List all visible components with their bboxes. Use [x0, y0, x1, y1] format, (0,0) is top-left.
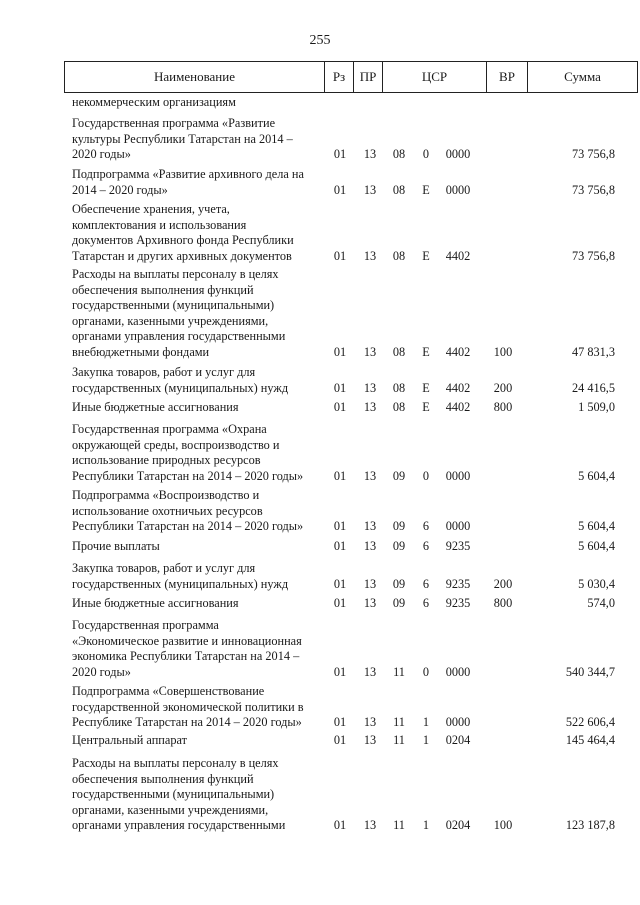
- cell-c3: 9235: [445, 596, 471, 610]
- column-header-sum: Сумма: [564, 69, 601, 84]
- column-header-csr: ЦСР: [383, 62, 487, 92]
- cell-rz: 01: [333, 818, 347, 833]
- cell-sum: 24 416,5: [571, 380, 615, 395]
- cell-sum: 5 604,4: [578, 468, 615, 483]
- cell-c1: 08: [392, 345, 406, 359]
- cell-c1: 11: [393, 664, 405, 679]
- row-name-line: Государственная программа «Охрана: [72, 422, 267, 436]
- cell-c2: Е: [422, 380, 430, 395]
- cell-rz: 01: [333, 664, 347, 679]
- row-name-line: государственными (муниципальными): [72, 298, 275, 313]
- cell-c2: 6: [422, 596, 430, 610]
- cell-rz: 01: [333, 147, 347, 162]
- cell-pr: 13: [363, 664, 377, 679]
- row-name: [72, 422, 320, 484]
- row-name: [72, 756, 320, 834]
- cell-rz: 01: [333, 596, 347, 610]
- row-name-line: внебюджетными фондами: [72, 344, 210, 359]
- row-name-line: Республике Татарстан на 2014 – 2020 годы»: [72, 715, 302, 730]
- row-name-line: Закупка товаров, работ и услуг для: [72, 365, 256, 379]
- cell-c1: 08: [392, 400, 406, 414]
- cell-c1: 09: [392, 596, 406, 610]
- cell-sum: 5 030,4: [578, 576, 615, 591]
- column-header-pr: ПР: [354, 62, 383, 92]
- cell-c3: 4402: [445, 400, 471, 414]
- cell-rz: 01: [333, 248, 347, 263]
- cell-c3: 4402: [445, 345, 471, 359]
- row-name: [72, 733, 320, 749]
- cell-c2: 6: [422, 519, 430, 534]
- cell-sum: 73 756,8: [571, 147, 615, 162]
- cell-pr: 13: [363, 345, 377, 359]
- row-name: [72, 488, 320, 535]
- cell-c1: 09: [392, 468, 406, 483]
- cell-pr: 13: [363, 182, 377, 197]
- row-name: [72, 539, 320, 555]
- row-name-line: государственной экономической политики в: [72, 699, 304, 714]
- row-name-line: 2020 годы»: [72, 147, 131, 162]
- cell-pr: 13: [363, 400, 377, 414]
- column-header-vr: ВР: [487, 62, 528, 92]
- cell-pr: 13: [363, 519, 377, 534]
- cell-c2: 6: [422, 539, 430, 553]
- cell-rz: 01: [333, 576, 347, 591]
- row-name-line: Обеспечение хранения, учета,: [72, 202, 230, 216]
- row-name-line: некоммерческим организациям: [72, 95, 236, 109]
- cell-c1: 11: [393, 715, 405, 730]
- cell-c2: 0: [422, 468, 430, 483]
- page-number: 255: [309, 33, 331, 48]
- cell-rz: 01: [333, 539, 347, 553]
- row-name-line: «Экономическое развитие и инновационная: [72, 633, 302, 648]
- cell-pr: 13: [363, 147, 377, 162]
- row-name-line: использование природных ресурсов: [72, 453, 261, 468]
- cell-c3: 0000: [445, 715, 471, 730]
- row-name: [72, 365, 320, 396]
- cell-c3: 9235: [445, 576, 471, 591]
- cell-c2: 1: [422, 818, 430, 833]
- cell-pr: 13: [363, 596, 377, 610]
- cell-vr: 100: [493, 345, 513, 359]
- row-name-line: документов Архивного фонда Республики: [72, 233, 294, 248]
- row-name-line: культуры Республики Татарстан на 2014 –: [72, 131, 293, 146]
- cell-c3: 0000: [445, 664, 471, 679]
- cell-c2: Е: [422, 400, 430, 414]
- cell-c3: 9235: [445, 539, 471, 553]
- row-name: [72, 618, 320, 680]
- cell-vr: 200: [493, 576, 513, 591]
- cell-rz: 01: [333, 519, 347, 534]
- row-name-line: органами управления государственными: [72, 818, 286, 833]
- row-name-line: Подпрограмма «Совершенствование: [72, 684, 265, 698]
- row-name-line: Иные бюджетные ассигнования: [72, 400, 239, 414]
- row-name-line: окружающей среды, воспроизводство и: [72, 437, 280, 452]
- cell-sum: 522 606,4: [565, 715, 615, 730]
- cell-rz: 01: [333, 468, 347, 483]
- cell-vr: 200: [493, 380, 513, 395]
- row-name-line: использование охотничьих ресурсов: [72, 503, 263, 518]
- cell-vr: 100: [493, 818, 513, 833]
- row-name: [72, 202, 320, 264]
- row-name-line: Подпрограмма «Развитие архивного дела на: [72, 167, 304, 181]
- cell-sum: 1 509,0: [578, 400, 615, 414]
- row-name: [72, 561, 320, 592]
- cell-pr: 13: [363, 248, 377, 263]
- table-header: [64, 61, 638, 93]
- cell-pr: 13: [363, 380, 377, 395]
- cell-c1: 08: [392, 248, 406, 263]
- row-name-line: Закупка товаров, работ и услуг для: [72, 561, 256, 575]
- cell-c3: 0000: [445, 468, 471, 483]
- column-header-name: Наименование: [65, 62, 325, 92]
- row-name-line: органами, казенными учреждениями,: [72, 802, 269, 817]
- cell-sum: 145 464,4: [565, 733, 615, 747]
- row-name-line: государственными (муниципальными): [72, 787, 275, 802]
- cell-c3: 0000: [445, 182, 471, 197]
- cell-pr: 13: [363, 576, 377, 591]
- cell-c2: 0: [422, 664, 430, 679]
- cell-sum: 574,0: [587, 596, 615, 610]
- cell-c2: Е: [422, 248, 430, 263]
- cell-sum: 5 604,4: [578, 539, 615, 553]
- row-name: [72, 167, 320, 198]
- cell-c1: 08: [392, 182, 406, 197]
- row-name: [72, 400, 320, 416]
- row-name-line: Республики Татарстан на 2014 – 2020 годы»: [72, 468, 304, 483]
- cell-c2: Е: [422, 345, 430, 359]
- cell-rz: 01: [333, 715, 347, 730]
- row-name-line: Татарстан и других архивных документов: [72, 248, 292, 263]
- cell-c1: 08: [392, 380, 406, 395]
- row-name-line: Республики Татарстан на 2014 – 2020 годы»: [72, 519, 304, 534]
- cell-pr: 13: [363, 818, 377, 833]
- column-header-rz: Рз: [325, 62, 354, 92]
- cell-sum: 540 344,7: [565, 664, 615, 679]
- row-name-line: 2020 годы»: [72, 664, 131, 679]
- cell-sum: 5 604,4: [578, 519, 615, 534]
- cell-c1: 09: [392, 519, 406, 534]
- row-name-line: комплектования и использования: [72, 217, 247, 232]
- cell-c3: 0204: [445, 818, 471, 833]
- cell-pr: 13: [363, 715, 377, 730]
- row-name: [72, 596, 320, 612]
- cell-sum: 47 831,3: [571, 345, 615, 359]
- cell-rz: 01: [333, 345, 347, 359]
- cell-pr: 13: [363, 539, 377, 553]
- cell-vr: 800: [493, 596, 513, 610]
- row-name-line: Прочие выплаты: [72, 539, 160, 553]
- cell-sum: 73 756,8: [571, 182, 615, 197]
- row-name-line: органами, казенными учреждениями,: [72, 313, 269, 328]
- cell-pr: 13: [363, 468, 377, 483]
- row-name-line: обеспечения выполнения функций: [72, 771, 254, 786]
- cell-c3: 0000: [445, 147, 471, 162]
- row-name-line: Иные бюджетные ассигнования: [72, 596, 239, 610]
- row-name-line: государственных (муниципальных) нужд: [72, 576, 289, 591]
- cell-c1: 09: [392, 539, 406, 553]
- row-name-line: экономика Республики Татарстан на 2014 –: [72, 649, 300, 664]
- cell-c3: 4402: [445, 248, 471, 263]
- cell-c2: Е: [422, 182, 430, 197]
- cell-c2: 1: [422, 715, 430, 730]
- cell-c1: 11: [393, 818, 405, 833]
- cell-rz: 01: [333, 380, 347, 395]
- row-name-line: органами управления государственными: [72, 329, 286, 344]
- cell-c1: 09: [392, 576, 406, 591]
- cell-c3: 0204: [445, 733, 471, 747]
- row-name-line: Центральный аппарат: [72, 733, 187, 747]
- cell-sum: 123 187,8: [565, 818, 615, 833]
- row-name-line: обеспечения выполнения функций: [72, 282, 254, 297]
- cell-vr: 800: [493, 400, 513, 414]
- cell-pr: 13: [363, 733, 377, 747]
- row-name-line: Государственная программа: [72, 618, 219, 632]
- cell-c1: 08: [392, 147, 406, 162]
- row-name: [72, 95, 320, 111]
- cell-c3: 4402: [445, 380, 471, 395]
- row-name: [72, 116, 320, 163]
- row-name-line: Государственная программа «Развитие: [72, 116, 276, 130]
- cell-c2: 1: [422, 733, 430, 747]
- row-name-line: Подпрограмма «Воспроизводство и: [72, 488, 260, 502]
- row-name: [72, 267, 320, 361]
- cell-c2: 0: [422, 147, 430, 162]
- row-name: [72, 684, 320, 731]
- cell-c3: 0000: [445, 519, 471, 534]
- cell-rz: 01: [333, 400, 347, 414]
- row-name-line: Расходы на выплаты персоналу в целях: [72, 267, 279, 281]
- cell-rz: 01: [333, 182, 347, 197]
- cell-sum: 73 756,8: [571, 248, 615, 263]
- row-name-line: 2014 – 2020 годы»: [72, 182, 168, 197]
- row-name-line: Расходы на выплаты персоналу в целях: [72, 756, 279, 770]
- row-name-line: государственных (муниципальных) нужд: [72, 380, 289, 395]
- cell-rz: 01: [333, 733, 347, 747]
- cell-c1: 11: [393, 733, 405, 747]
- cell-c2: 6: [422, 576, 430, 591]
